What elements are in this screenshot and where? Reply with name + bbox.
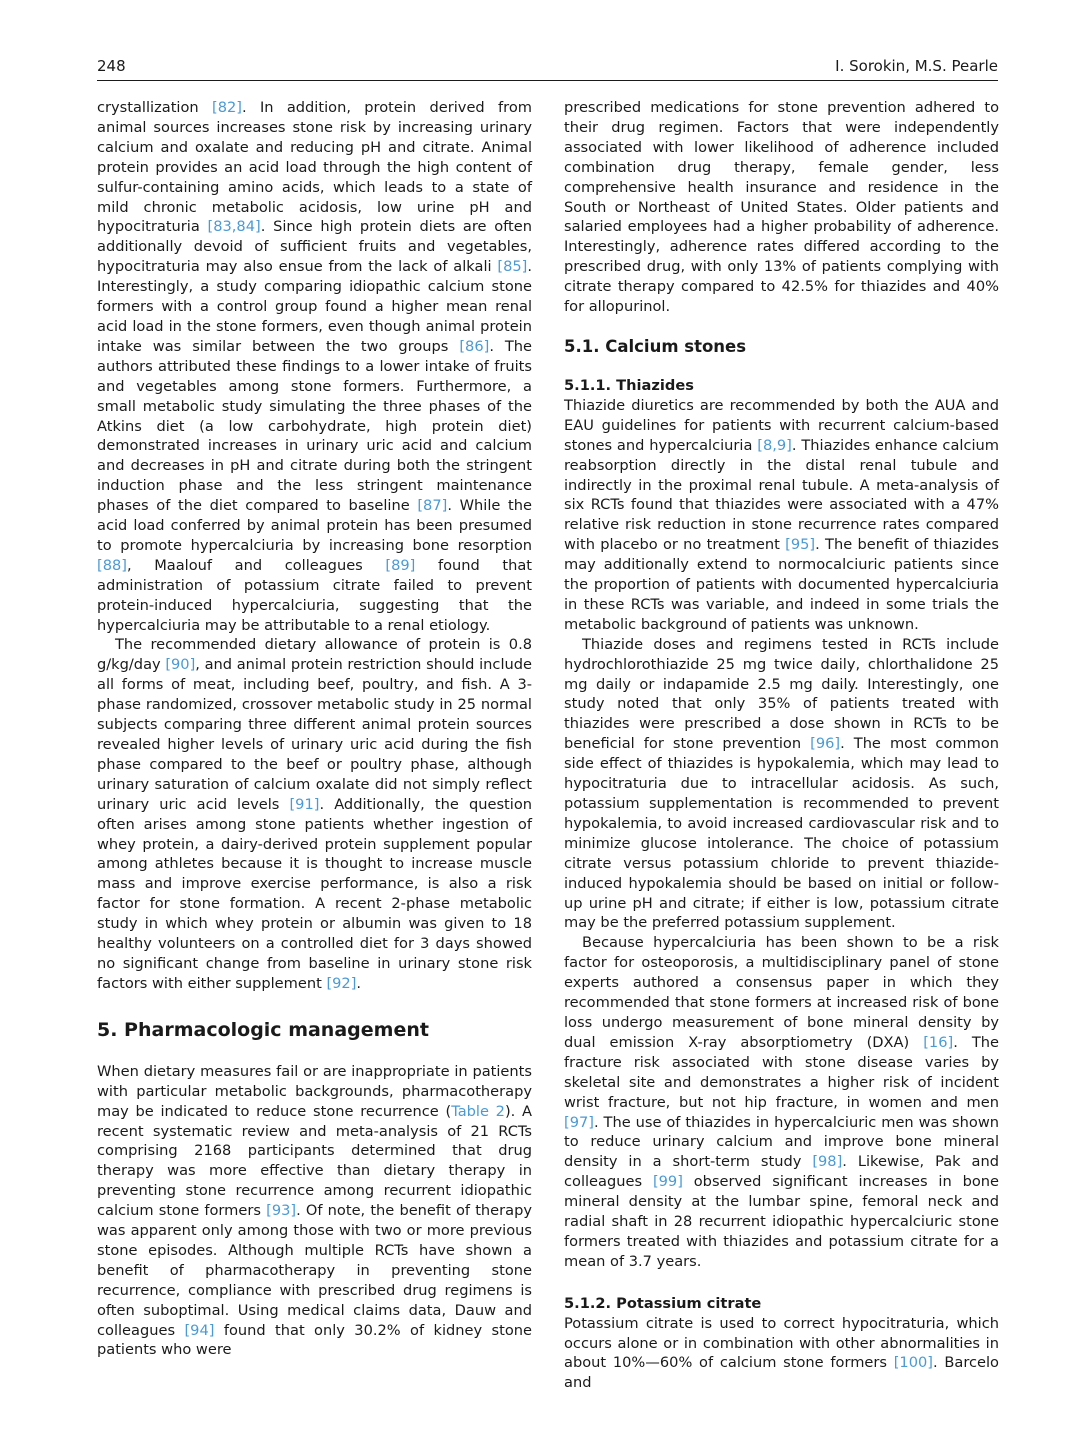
subsubsection-heading: 5.1.1. Thiazides: [564, 376, 694, 394]
citation-link[interactable]: [82]: [212, 99, 242, 116]
left-column: [97, 98, 532, 1360]
paragraph: Thiazide doses and regimens tested in RCTs include hydrochlorothiazide 25 mg twice daily, chlorthalidone 25 mg daily or indapamide 2.5 mg daily. Interestingly, one study noted that only 35% of patients treated with thiazides were prescribed a dose shown in RCTs to be beneficial for stone prevention [96]. The most common side effect of thiazides is hypokalemia, which may lead to hypocitraturia due to intracellular acidosis. As such, potassium supplementation is recommended to prevent hypokalemia, to avoid increased cardiovascular risk and to minimize glucose intolerance. The choice of potassium citrate versus potassium chloride to prevent thiazide-induced hypokalemia should be based on initial or follow-up urine pH and citrate; if either is low, potassium citrate may be the preferred potassium supplement.: [564, 635, 999, 932]
running-header: [97, 57, 998, 79]
citation-link[interactable]: [91]: [289, 795, 320, 813]
citation-link[interactable]: [90]: [165, 656, 196, 674]
citation-link[interactable]: [83,84]: [207, 218, 261, 236]
citation-link[interactable]: [89]: [385, 556, 416, 574]
paragraph: When dietary measures fail or are inappropriate in patients with particular metabolic backgrounds, pharmacotherapy may be indicated to reduce stone recurrence (Table 2). A recent systematic review and meta-analysis of 21 RCTs comprising 2168 participants determined that drug therapy was more effective than dietary therapy in preventing stone recurrence among recurrent idiopathic calcium stone formers [93]. Of note, the benefit of therapy was apparent only among those with two or more previous stone episodes. Although multiple RCTs have shown a benefit of pharmacotherapy in preventing stone recurrence, compliance with prescribed drug regimens is often suboptimal. Using medical claims data, Dauw and colleagues [94] found that only 30.2% of kidney stone patients who were: [97, 1062, 532, 1359]
paragraph: crystallization [82]. In addition, protein derived from animal sources increases stone risk by increasing urinary calcium and oxalate and reducing pH and citrate. Animal protein provides an acid load through the high content of sulfur-containing amino acids, which leads to a state of mild chronic metabolic acidosis, low urine pH and hypocitraturia [83,84]. Since high protein diets are often additionally devoid of sufficient fruits and vegetables, hypocitraturia may also ensue from the lack of alkali [85]. Interestingly, a study comparing idiopathic calcium stone formers with a control group found a higher mean renal acid load in the stone formers, even though animal protein intake was similar between the two groups [86]. The authors attributed these findings to a lower intake of fruits and vegetables among stone formers. Furthermore, a small metabolic study simulating the three phases of the Atkins diet (a low carbohydrate, high protein diet) demonstrated increases in urinary uric acid and calcium and decreases in pH and citrate during both the stringent induction phase and the less stringent maintenance phases of the diet compared to baseline [87]. While the acid load conferred by animal protein has been presumed to promote hypercalciuria by increasing bone resorption [88], Maalouf and colleagues [89] found that administration of potassium citrate failed to prevent protein-induced hypercalciuria, suggesting that the hypercalciuria may be attributable to a renal etiology.: [97, 99, 533, 634]
paragraph: Thiazide diuretics are recommended by both the AUA and EAU guidelines for patients with recurrent calcium-based stones and hypercalciuria [8,9]. Thiazides enhance calcium reabsorption directly in the distal renal tubule and indirectly in the proximal renal tubule. A meta-analysis of six RCTs found that thiazides were associated with a 47% relative risk reduction in stone recurrence rates compared with placebo or no treatment [95]. The benefit of thiazides may additionally extend to normocalciuric patients since the proportion of patients with documented hypercalciuria in these RCTs was variable, and indeed in some trials the metabolic background of patients was unknown.: [564, 396, 999, 633]
citation-link[interactable]: [93]: [266, 1202, 297, 1220]
citation-link[interactable]: [96]: [810, 735, 841, 753]
paragraph: Because hypercalciuria has been shown to be a risk factor for osteoporosis, a multidisciplinary panel of stone experts authored a consensus paper in which they recommended that stone formers at increased risk of bone loss undergo measurement of bone mineral density by dual emission X-ray absorptiometry (DXA) [16]. The fracture risk associated with stone disease varies by skeletal site and demonstrates a higher risk of incident wrist fracture, but not hip fracture, in women and men [97]. The use of thiazides in hypercalciuric men was shown to reduce urinary calcium and improve bone mineral density in a short-term study [98]. Likewise, Pak and colleagues [99] observed significant increases in bone mineral density at the lumbar spine, femoral neck and radial shaft in 28 recurrent idiopathic hypercalciuric stone formers treated with thiazides and potassium citrate for a mean of 3.7 years.: [564, 934, 1000, 1270]
right-column: [564, 98, 999, 1393]
subsection-heading: 5.1. Calcium stones: [564, 336, 747, 356]
citation-link[interactable]: [16]: [923, 1033, 954, 1051]
citation-link[interactable]: [8,9]: [757, 436, 792, 454]
paragraph: Potassium citrate is used to correct hypocitraturia, which occurs alone or in combination with other abnormalities in about 10%—60% of calcium stone formers [100]. Barcelo and: [564, 1314, 999, 1392]
citation-link[interactable]: [86]: [459, 337, 490, 355]
citation-link[interactable]: [100]: [893, 1354, 933, 1372]
table-link[interactable]: Table 2: [451, 1102, 505, 1120]
section-heading: 5. Pharmacologic management: [97, 1018, 429, 1041]
running-header-authors: I. Sorokin, M.S. Pearle: [835, 57, 998, 75]
subsubsection-heading: 5.1.2. Potassium citrate: [564, 1294, 762, 1312]
citation-link[interactable]: [98]: [812, 1153, 843, 1171]
citation-link[interactable]: [97]: [564, 1113, 594, 1131]
citation-link[interactable]: [99]: [652, 1173, 683, 1191]
citation-link[interactable]: [85]: [497, 258, 528, 276]
citation-link[interactable]: [94]: [184, 1321, 215, 1339]
citation-link[interactable]: [92]: [326, 974, 357, 992]
header-rule: [97, 80, 998, 81]
page-number: 248: [97, 57, 126, 75]
paragraph: The recommended dietary allowance of protein is 0.8 g/kg/day [90], and animal protein restriction should include all forms of meat, including beef, poultry, and fish. A 3-phase randomized, crossover metabolic study in 25 normal subjects comparing three different animal protein sources revealed higher levels of urinary uric acid during the fish phase compared to the beef or poultry phase, although urinary saturation of calcium oxalate did not simply reflect urinary uric acid levels [91]. Additionally, the question often arises among stone patients whether ingestion of whey protein, a dairy-derived protein supplement popular among athletes because it is thought to increase muscle mass and improve exercise performance, is also a risk factor for stone formation. A recent 2-phase metabolic study in which whey protein or albumin was given to 18 healthy volunteers on a controlled diet for 3 days showed no significant change from baseline in urinary stone risk factors with either supplement [92].: [97, 636, 532, 992]
paragraph: prescribed medications for stone prevention adhered to their drug regimen. Factors that were independently associated with lower likelihood of adherence included combination drug therapy, female gender, less comprehensive health insurance and residence in the South or Northeast of United States. Older patients and salaried employees had a higher probability of adherence. Interestingly, adherence rates differed according to the prescribed drug, with only 13% of patients complying with citrate therapy compared to 42.5% for thiazides and 40% for allopurinol.: [564, 99, 999, 316]
citation-link[interactable]: [87]: [417, 497, 448, 515]
citation-link[interactable]: [95]: [785, 536, 816, 554]
citation-link[interactable]: [88]: [97, 556, 127, 574]
